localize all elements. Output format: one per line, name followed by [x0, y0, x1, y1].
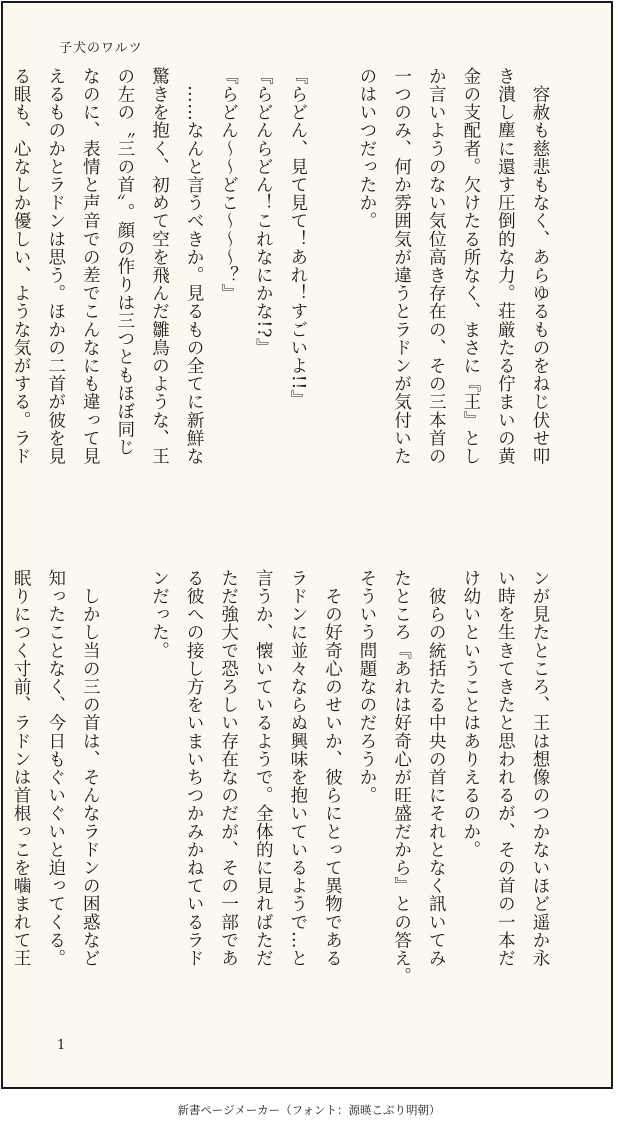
text-line: け幼いということはありえるのか。 — [460, 569, 481, 859]
text-line: たところ『あれは好奇心が旺盛だから』との答え。 — [391, 569, 412, 986]
text-block-bottom — [11, 569, 557, 1051]
text-line: 彼らの統括たる中央の首にそれとなく訊いてみ — [426, 569, 447, 968]
text-line: そういう問題なのだろうか。 — [357, 569, 378, 805]
text-line: 『らどんらどん！これなにかな!?』 — [253, 67, 274, 357]
text-line — [107, 569, 142, 1051]
text-line: ラドンに並々ならぬ興味を抱いているようで…と — [287, 569, 308, 968]
text-line: ンだった。 — [149, 569, 170, 660]
text-line: き潰し塵に還す圧倒的な力。荘厳たる佇まいの黄 — [495, 67, 516, 466]
text-line: その好奇心のせいか、彼らにとって異物である — [322, 569, 343, 968]
running-title: 子犬のワルツ — [59, 41, 143, 56]
text-line: しかし当の三の首は、そんなラドンの困惑など — [80, 569, 101, 968]
text-line: る眼も、心なしか優しい、ような気がする。ラド — [11, 67, 32, 466]
book-page — [1, 1, 613, 1089]
text-line: い時を生きてきたと思われるが、その首の一本だ — [495, 569, 516, 968]
text-block-top — [11, 67, 557, 549]
text-line: なのに、表情と声音での差でこんなにも違って見 — [80, 67, 101, 466]
text-line: 驚きを抱く、初めて空を飛んだ雛鳥のような、王 — [149, 67, 170, 466]
page-number: 1 — [57, 1038, 66, 1053]
generator-credit: 新書ページメーカー（フォント：源暎こぶり明朝） — [177, 1103, 441, 1117]
text-line: ンが見たところ、王は想像のつかないほど遥か永 — [530, 569, 550, 968]
text-line: 容赦も慈悲もなく、あらゆるものをねじ伏せ叩 — [530, 67, 550, 466]
text-line: か言いようのない気位高き存在の、その三本首の — [426, 67, 447, 466]
text-line: えるものかとラドンは思う。ほかの二首が彼を見 — [45, 67, 66, 466]
text-line: 金の支配者。欠けたる所なく、まさに『王』とし — [460, 67, 481, 466]
text-line: 一つのみ、何か雰囲気が違うとラドンが気付いた — [391, 67, 412, 466]
text-line: 言うか、懐いているようで。全体的に見ればただ — [253, 569, 274, 968]
text-line: る彼への接し方をいまいちつかみかねているラド — [184, 569, 205, 968]
text-line: 眠りにつく寸前、ラドンは首根っこを噛まれて王 — [11, 569, 32, 968]
text-line — [315, 67, 350, 549]
text-line: ……なんと言うべきか。見るもの全てに新鮮な — [184, 67, 205, 466]
text-line: 『らどん、見て見て！あれ！すごいよ!!』 — [287, 67, 308, 409]
text-line: のはいつだったか。 — [357, 67, 378, 230]
text-line: 知ったことなく、今日もぐいぐいと迫ってくる。 — [45, 569, 66, 968]
text-line: 『らどん～～どこ～～～？』 — [218, 67, 239, 303]
text-line: ただ強大で恐ろしい存在なのだが、その一部であ — [218, 569, 239, 968]
text-line: の左の〝三の首〟。顔の作りは三つともほぼ同じ — [114, 67, 135, 457]
